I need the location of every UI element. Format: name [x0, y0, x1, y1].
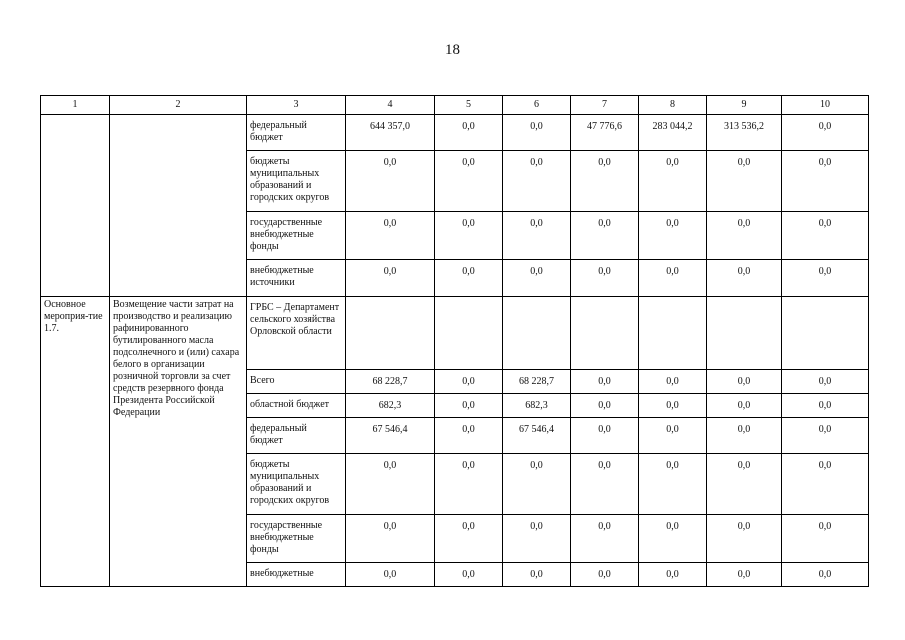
value-cell: 0,0: [503, 212, 571, 260]
value-cell: 0,0: [571, 394, 639, 418]
empty-cell: [639, 297, 707, 370]
value-cell: 0,0: [782, 212, 869, 260]
source-cell: федеральный бюджет: [247, 115, 346, 151]
value-cell: 0,0: [707, 563, 782, 587]
source-cell: внебюджетные: [247, 563, 346, 587]
value-cell: 0,0: [707, 212, 782, 260]
value-cell: 0,0: [435, 418, 503, 454]
value-cell: 0,0: [435, 151, 503, 212]
empty-cell: [707, 297, 782, 370]
column-header: 9: [707, 96, 782, 115]
value-cell: 67 546,4: [346, 418, 435, 454]
column-header: 10: [782, 96, 869, 115]
value-cell: 0,0: [503, 260, 571, 297]
value-cell: 0,0: [346, 151, 435, 212]
value-cell: 0,0: [782, 151, 869, 212]
value-cell: 0,0: [707, 454, 782, 515]
value-cell: 0,0: [782, 115, 869, 151]
value-cell: 0,0: [639, 515, 707, 563]
activity-code: Основное мероприя-тие 1.7.: [41, 297, 110, 587]
value-cell: 0,0: [782, 394, 869, 418]
source-cell: федеральный бюджет: [247, 418, 346, 454]
column-header: 4: [346, 96, 435, 115]
value-cell: 0,0: [571, 260, 639, 297]
table-row: [41, 297, 869, 370]
column-header: 2: [110, 96, 247, 115]
value-cell: 0,0: [782, 563, 869, 587]
value-cell: 0,0: [639, 394, 707, 418]
source-cell: государственные внебюджетные фонды: [247, 515, 346, 563]
value-cell: 0,0: [639, 370, 707, 394]
source-cell: внебюджетные источники: [247, 260, 346, 297]
empty-cell: [435, 297, 503, 370]
value-cell: 0,0: [435, 563, 503, 587]
value-cell: 0,0: [503, 151, 571, 212]
value-cell: 0,0: [346, 454, 435, 515]
value-cell: 0,0: [639, 563, 707, 587]
table-row: [41, 115, 869, 151]
executor-cell: ГРБС – Департамент сельского хозяйства Орловской области: [247, 297, 346, 370]
value-cell: 0,0: [639, 454, 707, 515]
value-cell: 0,0: [435, 515, 503, 563]
empty-cell: [571, 297, 639, 370]
value-cell: 0,0: [571, 212, 639, 260]
source-cell: государственные внебюджетные фонды: [247, 212, 346, 260]
value-cell: 0,0: [435, 212, 503, 260]
source-cell: бюджеты муниципальных образований и городских округов: [247, 454, 346, 515]
value-cell: 0,0: [639, 418, 707, 454]
value-cell: 682,3: [346, 394, 435, 418]
value-cell: 0,0: [571, 563, 639, 587]
value-cell: 283 044,2: [639, 115, 707, 151]
value-cell: 0,0: [782, 418, 869, 454]
value-cell: 68 228,7: [346, 370, 435, 394]
column-header: 6: [503, 96, 571, 115]
value-cell: 644 357,0: [346, 115, 435, 151]
value-cell: 0,0: [503, 115, 571, 151]
value-cell: 0,0: [782, 370, 869, 394]
value-cell: 0,0: [503, 515, 571, 563]
value-cell: 0,0: [639, 260, 707, 297]
value-cell: 0,0: [435, 454, 503, 515]
value-cell: 0,0: [503, 563, 571, 587]
budget-table: [40, 95, 869, 587]
value-cell: 0,0: [707, 418, 782, 454]
value-cell: 0,0: [707, 515, 782, 563]
value-cell: 0,0: [346, 260, 435, 297]
value-cell: 0,0: [707, 260, 782, 297]
value-cell: 0,0: [346, 515, 435, 563]
value-cell: 47 776,6: [571, 115, 639, 151]
value-cell: 313 536,2: [707, 115, 782, 151]
continued-code-cell: [41, 115, 110, 297]
activity-name: Возмещение части затрат на производство и реализацию рафинированного бутилированного масла подсолнечного и (или) сахара белого в организации розничной торговли за счет средств резервного фонда Президента Российской Федерации: [110, 297, 247, 587]
source-cell: Всего: [247, 370, 346, 394]
value-cell: 0,0: [571, 370, 639, 394]
value-cell: 0,0: [639, 212, 707, 260]
value-cell: 0,0: [435, 370, 503, 394]
column-header: 1: [41, 96, 110, 115]
value-cell: 67 546,4: [503, 418, 571, 454]
header-row: [41, 96, 869, 115]
value-cell: 0,0: [782, 515, 869, 563]
page-number: 18: [445, 42, 460, 58]
empty-cell: [503, 297, 571, 370]
value-cell: 0,0: [435, 115, 503, 151]
value-cell: 0,0: [782, 260, 869, 297]
source-cell: бюджеты муниципальных образований и городских округов: [247, 151, 346, 212]
value-cell: 0,0: [707, 370, 782, 394]
continued-name-cell: [110, 115, 247, 297]
value-cell: 0,0: [571, 515, 639, 563]
column-header: 8: [639, 96, 707, 115]
empty-cell: [782, 297, 869, 370]
value-cell: 0,0: [571, 151, 639, 212]
value-cell: 0,0: [639, 151, 707, 212]
value-cell: 0,0: [571, 454, 639, 515]
value-cell: 0,0: [707, 394, 782, 418]
value-cell: 0,0: [346, 212, 435, 260]
value-cell: 0,0: [707, 151, 782, 212]
value-cell: 682,3: [503, 394, 571, 418]
value-cell: 0,0: [435, 260, 503, 297]
value-cell: 0,0: [782, 454, 869, 515]
empty-cell: [346, 297, 435, 370]
value-cell: 0,0: [571, 418, 639, 454]
value-cell: 0,0: [435, 394, 503, 418]
value-cell: 0,0: [503, 454, 571, 515]
value-cell: 68 228,7: [503, 370, 571, 394]
source-cell: областной бюджет: [247, 394, 346, 418]
column-header: 5: [435, 96, 503, 115]
column-header: 7: [571, 96, 639, 115]
value-cell: 0,0: [346, 563, 435, 587]
column-header: 3: [247, 96, 346, 115]
